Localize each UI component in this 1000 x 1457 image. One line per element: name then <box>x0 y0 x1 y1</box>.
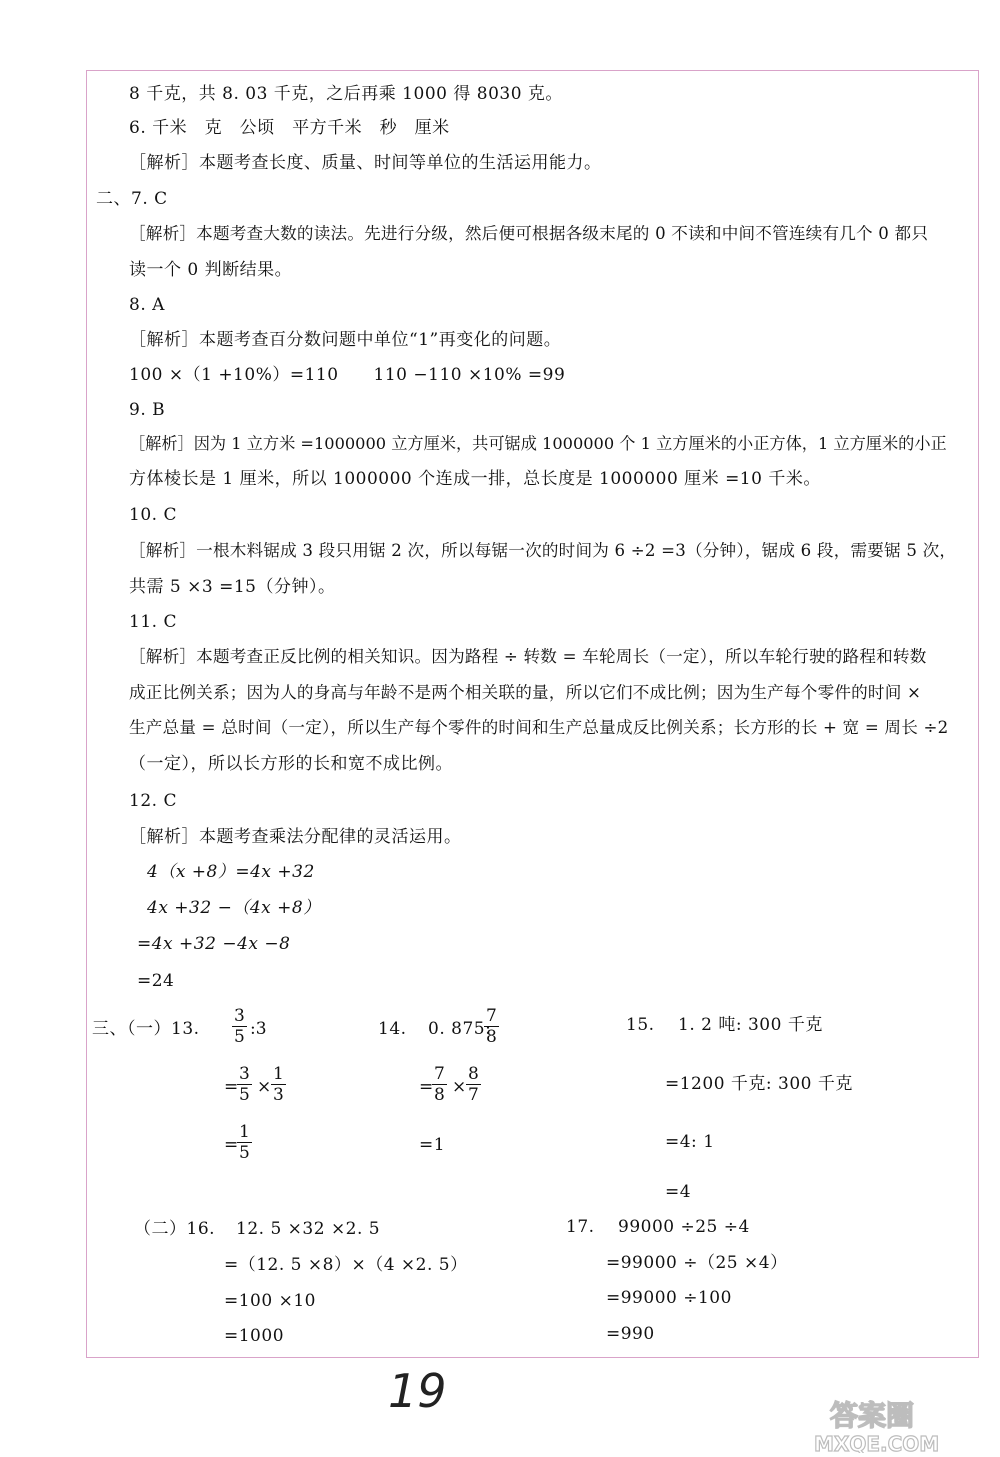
equation-line: 0. 875: <box>428 1019 492 1039</box>
equation-line: 4x +32 −（4x +8） <box>147 898 321 918</box>
text-line: （一定），所以长方形的长和宽不成比例。 <box>129 754 453 774</box>
section-label: （二）16. <box>134 1219 216 1239</box>
equation-line: 99000 ÷25 ÷4 <box>618 1217 750 1237</box>
equals-sign: = <box>224 1077 239 1097</box>
equation-line: 100 ×（1 +10%）=110 110 −110 ×10% =99 <box>129 365 566 385</box>
denominator: 5 <box>239 1085 250 1105</box>
equals-sign: = <box>224 1135 239 1155</box>
text-line: 生产总量 = 总时间（一定），所以生产每个零件的时间和生产总量成反比例关系；长方形的长 + 宽 = 周长 ÷2 <box>129 718 949 737</box>
question-heading: 12. C <box>129 791 177 811</box>
equation-line: =1200 千克: 300 千克 <box>665 1074 853 1094</box>
question-number: 15. <box>626 1015 655 1035</box>
fraction <box>232 1006 247 1047</box>
page-frame-right <box>978 70 979 1358</box>
question-heading: 8. A <box>129 295 165 315</box>
numerator: 8 <box>468 1064 479 1084</box>
question-heading: 10. C <box>129 505 177 525</box>
denominator: 5 <box>239 1143 250 1163</box>
equation-line: =24 <box>137 971 175 991</box>
equation-line: =1000 <box>224 1326 285 1346</box>
section-label: 三、（一）13. <box>92 1019 200 1039</box>
fraction <box>271 1064 286 1105</box>
text-line: 6. 千米 克 公顷 平方千米 秒 厘米 <box>129 118 450 138</box>
text-line: 方体棱长是 1 厘米，所以 1000000 个连成一排，总长度是 1000000 厘米 =10 千米。 <box>129 469 821 489</box>
page-number: 19 <box>388 1364 447 1418</box>
text-line: 共需 5 ×3 =15（分钟）。 <box>129 577 336 597</box>
text-line: ［解析］本题考查正反比例的相关知识。因为路程 ÷ 转数 = 车轮周长（一定），所以车轮行驶的路程和转数 <box>129 647 927 666</box>
numerator: 1 <box>239 1122 250 1142</box>
question-number: 17. <box>566 1217 595 1237</box>
times-sign: × <box>257 1077 272 1097</box>
equation-line: =4 <box>665 1182 692 1202</box>
equation-line: =1 <box>419 1135 446 1155</box>
text-line: ［解析］本题考查长度、质量、时间等单位的生活运用能力。 <box>129 153 602 173</box>
denominator: 3 <box>273 1085 284 1105</box>
equation-line: =4: 1 <box>665 1132 715 1152</box>
text-line: ［解析］本题考查百分数问题中单位“1”再变化的问题。 <box>129 330 562 350</box>
text-line: ［解析］因为 1 立方米 =1000000 立方厘米，共可锯成 1000000 个 1 立方厘米的小正方体，1 立方厘米的小正 <box>129 434 947 453</box>
watermark-bottom-text: MXQE.COM <box>814 1432 940 1453</box>
fraction <box>432 1064 447 1105</box>
numerator: 3 <box>239 1064 250 1084</box>
text-line: ［解析］一根木料锯成 3 段只用锯 2 次，所以每锯一次的时间为 6 ÷2 =3（分钟），锯成 6 段，需要锯 5 次， <box>129 541 957 560</box>
equation-line: =4x +32 −4x −8 <box>137 934 291 954</box>
text-line: 读一个 0 判断结果。 <box>129 260 293 280</box>
watermark-logo <box>810 1395 988 1453</box>
watermark-top-text: 答案圈 <box>830 1399 915 1432</box>
equation-line: 12. 5 ×32 ×2. 5 <box>236 1219 381 1239</box>
fraction <box>484 1006 499 1047</box>
question-heading: 二、7. C <box>96 189 168 209</box>
question-heading: 9. B <box>129 400 166 420</box>
numerator: 1 <box>273 1064 284 1084</box>
equation-line: =（12. 5 ×8）×（4 ×2. 5） <box>224 1255 468 1275</box>
denominator: 8 <box>486 1027 497 1047</box>
fraction <box>237 1064 252 1105</box>
text-line: ［解析］本题考查大数的读法。先进行分级，然后便可根据各级末尾的 0 不读和中间不管连续有几个 0 都只 <box>129 224 929 243</box>
denominator: 7 <box>468 1085 479 1105</box>
equation-line: =99000 ÷（25 ×4） <box>606 1253 788 1273</box>
equals-sign: = <box>419 1077 434 1097</box>
question-heading: 11. C <box>129 612 177 632</box>
numerator: 7 <box>486 1006 497 1026</box>
equation-line: 4（x +8）=4x +32 <box>147 862 315 882</box>
equation-line: 1. 2 吨: 300 千克 <box>678 1015 823 1035</box>
numerator: 7 <box>434 1064 445 1084</box>
fraction <box>237 1122 252 1163</box>
page-frame-bottom <box>86 1357 978 1358</box>
question-number: 14. <box>378 1019 407 1039</box>
numerator: 3 <box>234 1006 245 1026</box>
text-line: 成正比例关系；因为人的身高与年龄不是两个相关联的量，所以它们不成比例；因为生产每个零件的时间 × <box>129 683 922 702</box>
text-line: ［解析］本题考查乘法分配律的灵活运用。 <box>129 827 462 847</box>
equation-line: =990 <box>606 1324 655 1344</box>
equation-line: =100 ×10 <box>224 1291 316 1311</box>
text-line: 8 千克，共 8. 03 千克，之后再乘 1000 得 8030 克。 <box>129 84 563 104</box>
page-frame-top <box>86 70 978 71</box>
fraction <box>466 1064 481 1105</box>
ratio-tail: :3 <box>250 1019 267 1039</box>
denominator: 8 <box>434 1085 445 1105</box>
page-frame-left <box>86 70 87 1358</box>
denominator: 5 <box>234 1027 245 1047</box>
times-sign: × <box>452 1077 467 1097</box>
equation-line: =99000 ÷100 <box>606 1288 732 1308</box>
